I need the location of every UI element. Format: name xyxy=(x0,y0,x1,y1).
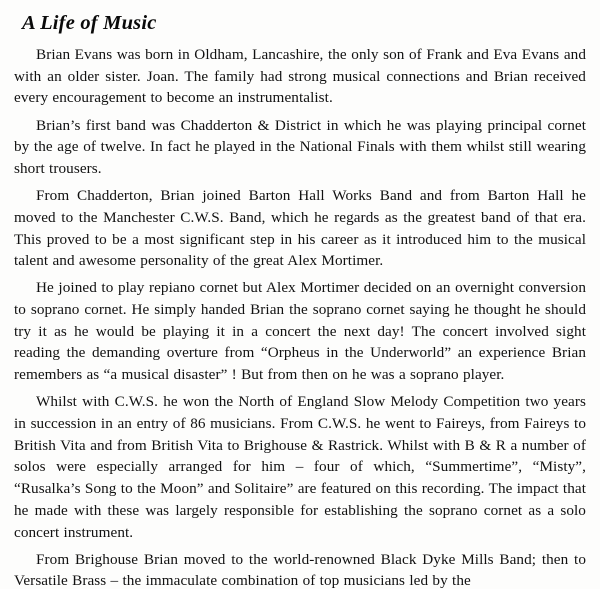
paragraph: He joined to play repiano cornet but Alex Mortimer decided on an overnight conversion to soprano cornet. He simply handed Brian the soprano cornet saying he thought he should try it as he would be playing it in a concert the next day! The concert involved sight reading the demanding overture from “Orpheus in the Underworld” an experience Brian remembers as “a musical disaster” ! But from then on he was a soprano player. xyxy=(14,279,586,384)
paragraph: From Brighouse Brian moved to the world-renowned Black Dyke Mills Band; then to Versatile Brass – the immaculate combination of top musicians led by the xyxy=(14,550,586,590)
document-body xyxy=(14,44,586,592)
paragraph: From Chadderton, Brian joined Barton Hall Works Band and from Barton Hall he moved to the Manchester C.W.S. Band, which he regards as the greatest band of that era. This proved to be a most significant step in his career as it introduced him to the musical talent and awesome personality of the great Alex Mortimer. xyxy=(14,187,586,270)
paragraph: Brian’s first band was Chadderton & District in which he was playing principal cornet by the age of twelve. In fact he played in the National Finals with them whilst still wearing short trousers. xyxy=(14,116,586,177)
paragraph: Brian Evans was born in Oldham, Lancashire, the only son of Frank and Eva Evans and with an older sister. Joan. The family had strong musical connections and Brian received every encouragement to become an instrumentalist. xyxy=(14,46,586,107)
page-title: A Life of Music xyxy=(22,12,157,34)
paragraph: Whilst with C.W.S. he won the North of England Slow Melody Competition two years in succession in an entry of 86 musicians. From C.W.S. he went to Faireys, from Faireys to British Vita and from British Vita to Brighouse & Rastrick. Whilst with B & R a number of solos were especially arranged for him – four of which, “Summertime”, “Misty”, “Rusalka’s Song to the Moon” and Solitaire” are featured on this recording. The impact that he made with these was largely responsible for establishing the soprano cornet as a solo concert instrument. xyxy=(14,393,586,541)
